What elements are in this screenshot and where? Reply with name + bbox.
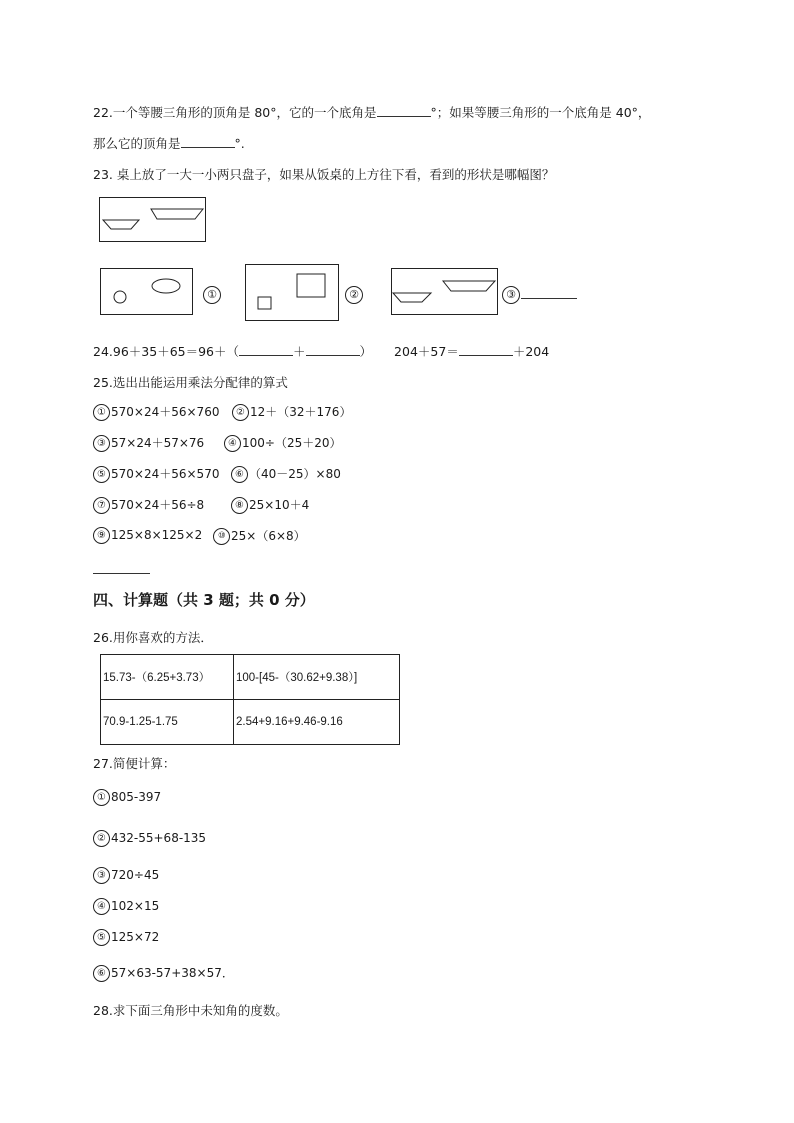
q25-num-5: ⑤ — [93, 466, 110, 483]
q24-plus: ＋ — [293, 344, 306, 359]
q24-text-c: ） — [359, 344, 373, 359]
q27-item-6[interactable]: ⑥ 57×63-57+38×57． — [93, 964, 234, 982]
q25-num-3: ③ — [93, 435, 110, 452]
q22-line2 — [93, 134, 245, 152]
q24-blank-3[interactable] — [459, 354, 513, 356]
q25-row-3b — [231, 465, 341, 483]
q26-cell-4[interactable]: 2.54+9.16+9.46-9.16 — [234, 700, 400, 745]
q22-text-c: 那么它的顶角是 — [93, 136, 181, 151]
q25-expr-5[interactable]: 570×24＋56×570 — [111, 467, 220, 481]
q25-row-4 — [93, 496, 204, 514]
q25-num-8: ⑧ — [231, 497, 248, 514]
table-row — [101, 655, 400, 700]
option-3-label[interactable]: ③ — [502, 284, 577, 304]
q22-text-d: °. — [234, 136, 245, 151]
q25-expr-7[interactable]: 570×24＋56÷8 — [111, 498, 205, 512]
q25-expr-6[interactable]: （40－25）×80 — [249, 467, 341, 481]
q25-expr-4[interactable]: 100÷（25＋20） — [242, 436, 342, 450]
q26-cell-1[interactable]: 15.73-（6.25+3.73） — [101, 655, 234, 700]
q25-num-2: ② — [232, 404, 249, 421]
q25-expr-9[interactable]: 125×8×125×2 — [111, 528, 203, 542]
q25-num-1: ① — [93, 404, 110, 421]
q24-blank-1[interactable] — [239, 354, 293, 356]
q25-num-4: ④ — [224, 435, 241, 452]
q25-row-2 — [93, 434, 204, 452]
q24-text-a: 24.96＋35＋65＝96＋（ — [93, 344, 240, 359]
q25-expr-2[interactable]: 12＋（32＋176） — [250, 405, 352, 419]
q26-cell-3[interactable]: 70.9-1.25-1.75 — [101, 700, 234, 745]
q27-item-1[interactable]: ① 805-397 — [93, 789, 161, 806]
q27-title: 27.简便计算： — [93, 756, 176, 771]
q23-text: 23. 桌上放了一大一小两只盘子，如果从饭桌的上方往下看，看到的形状是哪幅图？ — [93, 167, 555, 182]
q25-row-1b — [232, 403, 351, 421]
q27-item-2[interactable]: ② 432-55+68-135 — [93, 830, 206, 847]
q26-title: 26.用你喜欢的方法． — [93, 630, 213, 645]
q25-row-1 — [93, 403, 219, 421]
q25-num-6: ⑥ — [231, 466, 248, 483]
option-3-figure[interactable] — [391, 268, 499, 316]
q26-table — [100, 654, 400, 745]
q22-line1 — [93, 103, 650, 121]
q24-blank-2[interactable] — [306, 354, 360, 356]
q25-row-5 — [93, 527, 202, 544]
q25-row-4b — [231, 496, 309, 514]
q27-item-4[interactable]: ④ 102×15 — [93, 898, 159, 915]
q22-blank-apex-angle[interactable] — [181, 146, 235, 148]
q22-text-b: °；如果等腰三角形的一个底角是 40°， — [430, 105, 651, 120]
option-2-label[interactable]: ② — [345, 284, 364, 304]
section-4-heading: 四、计算题（共 3 题；共 0 分） — [93, 591, 315, 609]
section-separator — [93, 573, 150, 574]
option-1-label[interactable]: ① — [203, 284, 222, 304]
q24-text-e: ＋204 — [512, 344, 550, 359]
q24-text-d: 204＋57＝ — [394, 344, 459, 359]
q22-text-a: 22.一个等腰三角形的顶角是 80°，它的一个底角是 — [93, 105, 377, 120]
q25-row-5b — [213, 527, 306, 545]
q27-item-3[interactable]: ③ 720÷45 — [93, 867, 159, 884]
q25-num-7: ⑦ — [93, 497, 110, 514]
q22-blank-base-angle[interactable] — [377, 115, 431, 117]
q25-num-10: ⑩ — [213, 528, 230, 545]
q25-row-3 — [93, 465, 219, 483]
option-1-figure[interactable] — [100, 268, 194, 316]
q28-title: 28.求下面三角形中未知角的度数。 — [93, 1003, 288, 1018]
q25-title: 25.选出出能运用乘法分配律的算式 — [93, 375, 288, 390]
q25-expr-1[interactable]: 570×24＋56×760 — [111, 405, 220, 419]
q26-cell-2[interactable]: 100-[45-（30.62+9.38）] — [234, 655, 400, 700]
q25-num-9: ⑨ — [93, 527, 110, 544]
q25-expr-3[interactable]: 57×24＋57×76 — [111, 436, 205, 450]
q25-expr-8[interactable]: 25×10＋4 — [249, 498, 310, 512]
q24-line — [93, 342, 549, 360]
q23-answer-blank[interactable] — [521, 297, 577, 299]
table-row — [101, 700, 400, 745]
q25-expr-10[interactable]: 25×（6×8） — [231, 529, 306, 543]
q27-item-5[interactable]: ⑤ 125×72 — [93, 929, 159, 946]
plates-side-view — [99, 197, 207, 243]
option-2-figure[interactable] — [245, 264, 340, 322]
q25-row-2b — [224, 434, 342, 452]
